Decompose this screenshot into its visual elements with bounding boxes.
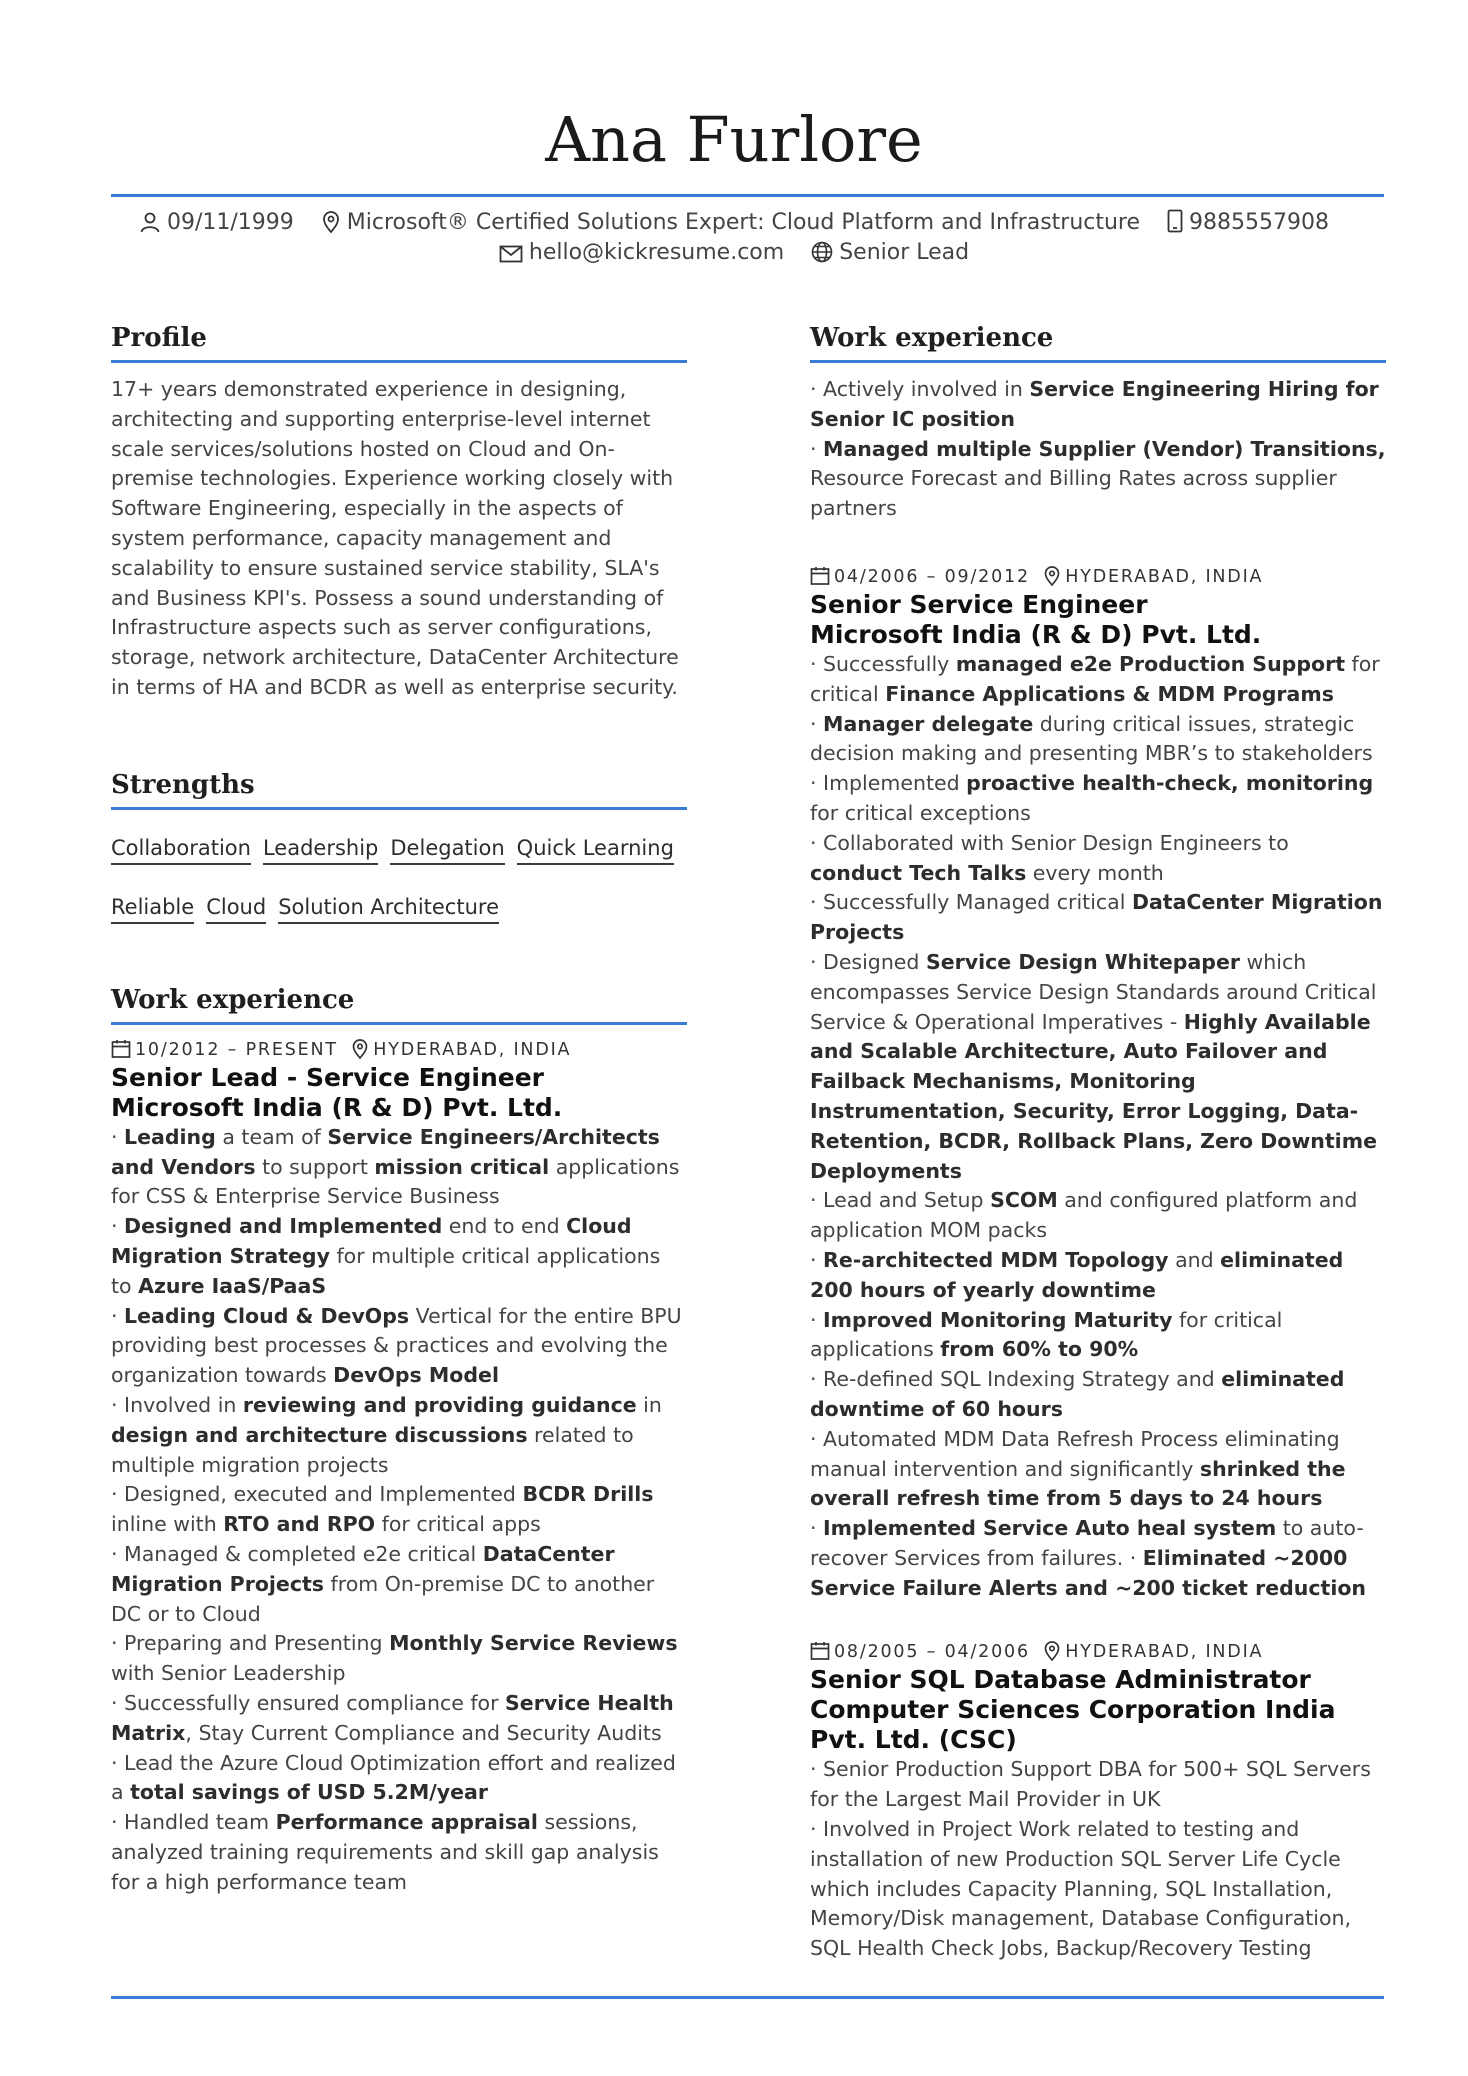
- bullet-item: [111, 1629, 687, 1689]
- globe-icon: [811, 241, 833, 263]
- bullet-text: · Senior Production Support DBA for 500+ SQL Servers for the Largest Mail Provider in UK: [810, 1757, 1371, 1812]
- bullet-item: [111, 1808, 687, 1897]
- job-location: HYDERABAD, INDIA: [1065, 566, 1264, 587]
- bullet-text: to auto-recover Services from failures. ·: [810, 1516, 1364, 1570]
- profile-heading: Profile: [111, 320, 687, 363]
- bullet-text: · Automated MDM Data Refresh Process eliminating manual intervention and significantly: [810, 1426, 1340, 1481]
- strength-tag: Cloud: [206, 893, 266, 924]
- right-column: [810, 320, 1386, 1964]
- bullet-emphasis: Improved Monitoring Maturity: [823, 1307, 1173, 1332]
- bullet-text: related to multiple migration projects: [111, 1422, 634, 1477]
- bullet-emphasis: Leading Cloud & DevOps: [124, 1303, 410, 1328]
- bullet-text: · Re-defined SQL Indexing Strategy and: [810, 1367, 1222, 1392]
- bullet-text: ·: [810, 1307, 824, 1332]
- bullet-text: for critical exceptions: [810, 800, 1031, 825]
- bullet-text: which encompasses Service Design Standards around Critical Service & Operational Imperatives -: [810, 949, 1377, 1034]
- bullet-text: · Actively involved in: [810, 377, 1030, 401]
- bullet-text: · Lead the Azure Cloud Optimization effort and realized a: [111, 1750, 676, 1805]
- bullet-text: · Successfully: [810, 651, 956, 676]
- contact-email[interactable]: hello@kickresume.com: [499, 238, 784, 268]
- job-dates: 04/2006 – 09/2012: [834, 566, 1030, 587]
- bullet-text: for critical apps: [375, 1512, 541, 1537]
- bullet-emphasis: Cloud Migration Strategy: [111, 1214, 632, 1268]
- bullet-emphasis: DataCenter Migration Projects: [810, 890, 1383, 945]
- bullet-item: [810, 435, 1386, 524]
- work-experience-heading: Work experience: [111, 982, 687, 1025]
- job-meta: [810, 1639, 1386, 1665]
- strength-tag: Quick Learning: [517, 834, 674, 865]
- bullet-item: [810, 1815, 1386, 1964]
- location-pin-icon: [321, 211, 341, 233]
- bullet-emphasis: Service Design Whitepaper: [925, 949, 1240, 974]
- bullet-item: [810, 1186, 1386, 1246]
- bullet-text: during critical issues, strategic decision making and presenting MBR’s to stakeholders: [810, 711, 1373, 766]
- job-dates: 08/2005 – 04/2006: [834, 1642, 1030, 1663]
- job-bullets: [810, 650, 1386, 1604]
- header-divider: [111, 194, 1384, 197]
- location-pin-icon: [1043, 1641, 1061, 1661]
- calendar-icon: [810, 566, 830, 586]
- bullet-emphasis: RTO and RPO: [223, 1512, 376, 1537]
- strengths-heading: Strengths: [111, 767, 687, 810]
- strengths-section: [111, 767, 687, 924]
- bullet-item: [810, 1425, 1386, 1514]
- bullet-text: every month: [1026, 860, 1164, 885]
- bullet-text: ·: [810, 436, 824, 461]
- bullet-emphasis: shrinked the overall refresh time from 5 days to 24 hours: [810, 1456, 1346, 1511]
- bullet-emphasis: eliminated downtime of 60 hours: [810, 1367, 1345, 1421]
- bullet-emphasis: eliminated 200 hours of yearly downtime: [810, 1247, 1344, 1302]
- job-company: Microsoft India (R & D) Pvt. Ltd.: [810, 619, 1262, 649]
- bullet-emphasis: Service Engineers/Architects and Vendors: [111, 1124, 660, 1179]
- job-company: Computer Sciences Corporation India Pvt. Ltd. (CSC): [810, 1695, 1336, 1755]
- profile-section: [111, 320, 687, 703]
- job-entry: [111, 1037, 687, 1898]
- bullet-emphasis: Implemented Service Auto heal system: [823, 1516, 1277, 1541]
- bullet-emphasis: SCOM: [990, 1188, 1058, 1213]
- bullet-emphasis: conduct Tech Talks: [810, 860, 1027, 885]
- bullet-emphasis: Manager delegate: [823, 711, 1034, 736]
- strengths-row: [111, 834, 687, 865]
- bullet-item: [111, 1302, 687, 1391]
- job-entry: [810, 564, 1386, 1604]
- bullet-emphasis: Performance appraisal: [275, 1810, 538, 1835]
- bullet-text: · Collaborated with Senior Design Engineers to: [810, 830, 1289, 855]
- bullet-item: [111, 1391, 687, 1480]
- strength-tag: Delegation: [390, 834, 504, 865]
- footer-divider: [111, 1996, 1384, 1999]
- bullet-text: ·: [111, 1214, 125, 1239]
- bullet-text: with Senior Leadership: [111, 1661, 346, 1686]
- bullet-emphasis: from 60% to 90%: [940, 1337, 1139, 1362]
- job-company: Microsoft India (R & D) Pvt. Ltd.: [111, 1092, 563, 1122]
- bullet-item: [810, 710, 1386, 770]
- bullet-emphasis: DevOps Model: [333, 1363, 499, 1388]
- bullet-emphasis: proactive health-check, monitoring: [966, 771, 1374, 796]
- profile-summary: 17+ years demonstrated experience in designing, architecting and supporting enterprise-level internet scale services/solutions hosted on Cloud and On-premise technologies. Experience working closely with Software Engineering, especially in the aspects of system performance, capacity management and scalability to ensure sustained service stability, SLA's and Business KPI's. Possess a sound understanding of Infrastructure aspects such as server configurations, storage, network architecture, DataCenter Architecture in terms of HA and BCDR as well as enterprise security.: [111, 377, 679, 699]
- job-bullets: [810, 1755, 1386, 1964]
- bullet-emphasis: Leading: [124, 1124, 216, 1149]
- job-location: HYDERABAD, INDIA: [1065, 1642, 1264, 1663]
- continued-bullets: [810, 375, 1386, 524]
- work-experience-left-section: [111, 982, 687, 1898]
- strength-tag: Leadership: [263, 834, 378, 865]
- bullet-emphasis: mission critical: [374, 1154, 550, 1179]
- bullet-emphasis: managed e2e Production Support: [955, 651, 1346, 676]
- bullet-text: and: [1168, 1247, 1221, 1272]
- bullet-text: for critical applications: [810, 1307, 1283, 1362]
- bullet-text: Resource Forecast and Billing Rates across supplier partners: [810, 466, 1337, 521]
- contact-line-2: [110, 238, 1358, 268]
- bullet-item: [111, 1123, 687, 1212]
- bullet-text: · Lead and Setup: [810, 1188, 991, 1213]
- location-pin-icon: [1043, 566, 1061, 586]
- envelope-icon: [499, 245, 523, 263]
- bullet-text: · Handled team: [111, 1810, 276, 1835]
- bullet-text: · Involved in: [111, 1392, 243, 1417]
- bullet-item: [810, 650, 1386, 710]
- strengths-list: [111, 834, 687, 924]
- bullet-text: · Managed & completed e2e critical: [111, 1541, 483, 1566]
- bullet-text: · Successfully ensured compliance for: [111, 1690, 506, 1715]
- bullet-item: [810, 1246, 1386, 1306]
- bullet-text: Vertical for the entire BPU providing best processes & practices and evolving the organization towards: [111, 1303, 682, 1388]
- bullet-emphasis: Monthly Service Reviews: [389, 1631, 678, 1656]
- strength-tag: Collaboration: [111, 834, 251, 865]
- bullet-text: for critical: [810, 651, 1380, 706]
- left-column: [111, 320, 687, 1897]
- bullet-item: [111, 1480, 687, 1540]
- bullet-emphasis: Service Health Matrix: [111, 1690, 674, 1745]
- person-icon: [139, 211, 161, 233]
- bullet-text: ·: [111, 1303, 125, 1328]
- calendar-icon: [111, 1039, 131, 1059]
- bullet-emphasis: Service Engineering Hiring for Senior IC position: [810, 377, 1379, 431]
- bullet-text: · Designed: [810, 949, 926, 974]
- bullet-text: and configured platform and application MOM packs: [810, 1188, 1358, 1243]
- bullet-emphasis: total savings of USD 5.2M/year: [130, 1780, 488, 1805]
- location-pin-icon: [351, 1039, 369, 1059]
- bullet-text: end to end: [442, 1214, 567, 1239]
- bullet-item: [111, 1212, 687, 1301]
- contact-birthdate: 09/11/1999: [139, 208, 294, 238]
- bullet-emphasis: Azure IaaS/PaaS: [138, 1273, 327, 1298]
- bullet-item: [810, 769, 1386, 829]
- bullet-text: inline with: [111, 1512, 224, 1537]
- contact-certification: Microsoft® Certified Solutions Expert: Cloud Platform and Infrastructure: [321, 208, 1140, 238]
- bullet-text: · Preparing and Presenting: [111, 1631, 390, 1656]
- job-dates: 10/2012 – PRESENT: [135, 1039, 338, 1060]
- bullet-item: [810, 948, 1386, 1186]
- bullet-text: applications for CSS & Enterprise Service Business: [111, 1154, 680, 1209]
- contact-info: [110, 208, 1358, 268]
- bullet-emphasis: reviewing and providing guidance: [242, 1392, 637, 1417]
- contact-phone[interactable]: 9885557908: [1167, 208, 1329, 238]
- bullet-text: · Implemented: [810, 771, 967, 796]
- bullet-text: ·: [810, 1516, 824, 1541]
- bullet-item: [810, 375, 1386, 435]
- bullet-item: [111, 1749, 687, 1809]
- bullet-emphasis: Designed and Implemented: [124, 1214, 443, 1239]
- bullet-emphasis: Eliminated ~2000 Service Failure Alerts and ~200 ticket reduction: [810, 1545, 1367, 1600]
- contact-role: Senior Lead: [811, 238, 969, 268]
- bullet-item: [111, 1689, 687, 1749]
- bullet-text: from On-premise DC to another DC or to Cloud: [111, 1571, 655, 1626]
- work-experience-right-section: [810, 320, 1386, 1964]
- job-entry: [810, 1639, 1386, 1964]
- bullet-text: to support: [255, 1154, 375, 1179]
- strengths-row: [111, 893, 687, 924]
- bullet-text: ·: [111, 1124, 125, 1149]
- contact-line-1: [110, 208, 1358, 238]
- job-meta: [810, 564, 1386, 590]
- bullet-text: · Designed, executed and Implemented: [111, 1482, 523, 1507]
- job-title: Senior Service Engineer: [810, 589, 1148, 619]
- strength-tag: Reliable: [111, 893, 194, 924]
- strength-tag: Solution Architecture: [278, 893, 499, 924]
- job-location: HYDERABAD, INDIA: [373, 1039, 572, 1060]
- bullet-text: in: [636, 1392, 662, 1417]
- bullet-text: sessions, analyzed training requirements and skill gap analysis for a high performance team: [111, 1810, 659, 1894]
- bullet-item: [810, 1755, 1386, 1815]
- bullet-text: ·: [810, 1247, 824, 1272]
- bullet-emphasis: BCDR Drills: [522, 1482, 654, 1507]
- bullet-item: [810, 1365, 1386, 1425]
- calendar-icon: [810, 1641, 830, 1661]
- job-title: Senior SQL Database Administrator: [810, 1665, 1311, 1695]
- work-experience-heading: Work experience: [810, 320, 1386, 363]
- bullet-item: [810, 1306, 1386, 1366]
- bullet-emphasis: DataCenter Migration Projects: [111, 1541, 615, 1596]
- bullet-item: [810, 1514, 1386, 1603]
- bullet-text: · Successfully Managed critical: [810, 890, 1132, 915]
- phone-icon: [1167, 209, 1183, 233]
- bullet-item: [810, 829, 1386, 889]
- bullet-emphasis: Re-architected MDM Topology: [823, 1247, 1169, 1272]
- bullet-item: [810, 888, 1386, 948]
- bullet-text: · Involved in Project Work related to testing and installation of new Production SQL Server Life Cycle which includes Capacity Planning, SQL Installation, Memory/Disk management, Database Configuration, SQL Health Check Jobs, Backup/Recovery Testing: [810, 1817, 1352, 1961]
- bullet-item: [111, 1540, 687, 1629]
- bullet-text: a team of: [215, 1124, 328, 1149]
- bullet-text: , Stay Current Compliance and Security Audits: [185, 1720, 662, 1745]
- candidate-name: Ana Furlore: [545, 103, 923, 176]
- bullet-emphasis: design and architecture discussions: [111, 1422, 528, 1447]
- bullet-text: for multiple critical applications to: [111, 1243, 661, 1298]
- bullet-emphasis: Finance Applications & MDM Programs: [885, 681, 1334, 706]
- job-bullets: [111, 1123, 687, 1898]
- bullet-emphasis: Managed multiple Supplier (Vendor) Transitions,: [823, 436, 1386, 461]
- job-meta: [111, 1037, 687, 1063]
- job-title: Senior Lead - Service Engineer: [111, 1062, 544, 1092]
- bullet-text: ·: [810, 711, 824, 736]
- bullet-emphasis: Highly Available and Scalable Architecture, Auto Failover and Failback Mechanisms, Monitoring Instrumentation, Security, Error Logging, Data-Retention, BCDR, Rollback Plans, Zero Downtime Deployments: [810, 1009, 1377, 1183]
